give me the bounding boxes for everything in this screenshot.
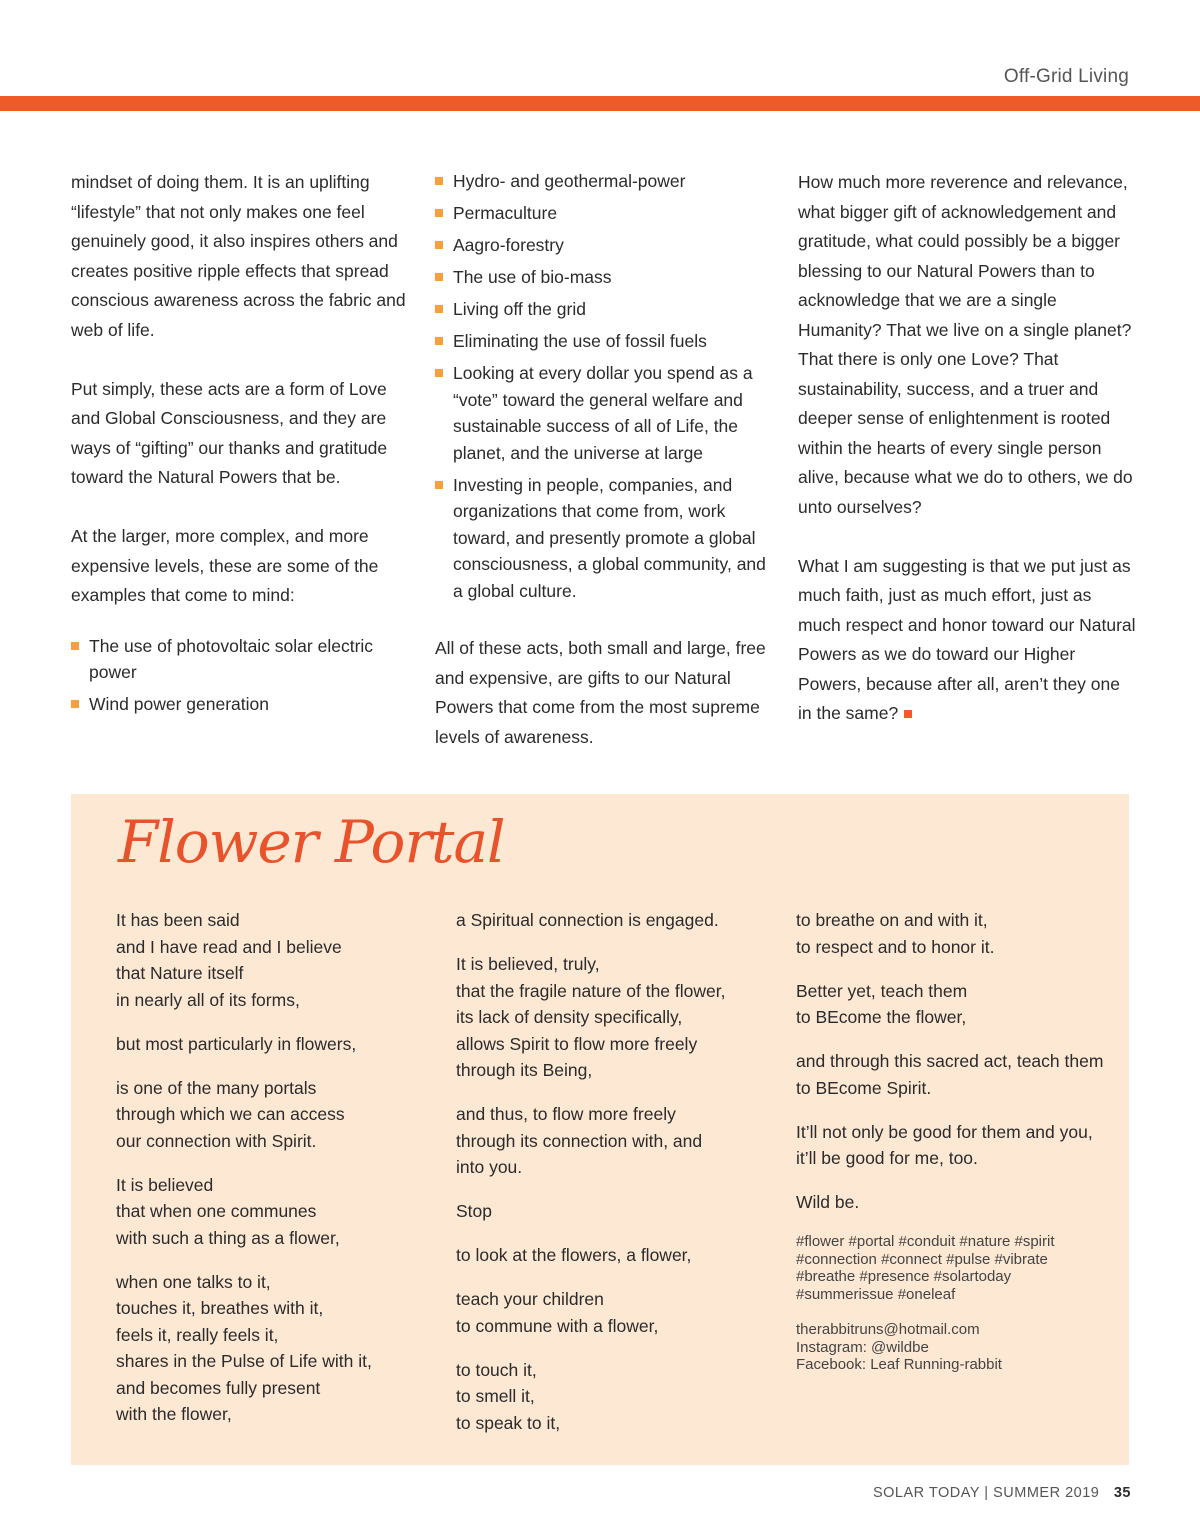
list-item-text: Wind power generation (89, 694, 269, 714)
paragraph: All of these acts, both small and large, free and expensive, are gifts to our Natural Powers that come from the most supreme levels of awareness. (435, 638, 766, 747)
list-item-text: Permaculture (453, 203, 558, 223)
poem-line: to look at the flowers, a flower, (456, 1245, 692, 1265)
poem-line: our connection with Spirit. (116, 1130, 317, 1151)
poem-line: and thus, to flow more freely (456, 1104, 676, 1124)
paragraph: mindset of doing them. It is an uplifting “lifestyle” that not only makes one feel genuinely good, it also inspires others and creates positive ripple effects that spread conscious awareness across the fabric and web of life. (71, 172, 406, 340)
poem-stanza (456, 1357, 776, 1437)
poem-line: that Nature itself (116, 963, 244, 983)
list-item-text: Investing in people, companies, and organizations that come from, work toward, and presently promote a global consciousness, a global community, and a global culture. (453, 474, 766, 601)
poem-line: into you. (456, 1157, 523, 1177)
bullet-square-icon (435, 241, 443, 249)
poem-line: that the fragile nature of the flower, (456, 980, 726, 1001)
poem-stanza (116, 1075, 426, 1155)
poem-line: allows Spirit to flow more freely (456, 1033, 698, 1054)
poem-line: that when one communes (116, 1201, 317, 1221)
contact-email: therabbitruns@hotmail.com (796, 1321, 980, 1338)
poem-line: Stop (456, 1201, 492, 1221)
page-number: 35 (1113, 1485, 1131, 1501)
poem-stanza (116, 907, 426, 1013)
poem-line: It is believed, truly, (456, 954, 600, 974)
bullet-square-icon (71, 700, 79, 708)
poem-line: through its Being, (456, 1060, 593, 1080)
poem-stanza (456, 1242, 776, 1269)
poem-line: a Spiritual connection is engaged. (456, 910, 719, 930)
poem-line: through which we can access (116, 1104, 345, 1124)
poem-line: to respect and to honor it. (796, 936, 995, 957)
poem-stanza (796, 1048, 1106, 1101)
poem-stanza (116, 1269, 426, 1428)
list-item (435, 264, 770, 291)
poem-line: Better yet, teach them (796, 980, 968, 1001)
poem-line: it’ll be good for me, too. (796, 1148, 978, 1168)
list-item (435, 328, 770, 355)
poem-line: shares in the Pulse of Life with it, (116, 1351, 372, 1371)
list-item (435, 360, 770, 466)
list-item (435, 296, 770, 323)
poem-line: in nearly all of its forms, (116, 989, 300, 1010)
bullet-square-icon (435, 273, 443, 281)
poem-stanza (796, 1119, 1106, 1172)
list-item-text: Living off the grid (453, 299, 586, 319)
paragraph-text: What I am suggesting is that we put just as much faith, just as much effort, just as much respect and honor toward our Natural Powers as we do toward our Higher Powers, because after all, aren’t they one in the same? (798, 555, 1136, 723)
hashtags: #flower #portal #conduit #nature #spirit #connection #connect #pulse #vibrate #breathe #presence #solartoday #summerissue #oneleaf (796, 1233, 1055, 1303)
list-item (435, 472, 770, 605)
poem-line: teach your children (456, 1289, 604, 1309)
bullet-square-icon (435, 369, 443, 377)
poem-stanza (456, 951, 776, 1084)
poem-line: touches it, breathes with it, (116, 1298, 324, 1318)
poem-column-1 (116, 907, 426, 1445)
poem-line: and becomes fully present (116, 1377, 321, 1398)
poem-line: It’ll not only be good for them and you, (796, 1121, 1093, 1142)
article-column-1 (71, 168, 406, 723)
poem-line: to commune with a flower, (456, 1315, 659, 1336)
list-item-text: The use of photovoltaic solar electric power (89, 635, 374, 682)
issue-date: SUMMER 2019 (993, 1485, 1100, 1501)
bullet-square-icon (435, 337, 443, 345)
page-footer (873, 1485, 1131, 1501)
publication-name: SOLAR TODAY (872, 1485, 980, 1501)
poem-line: It has been said (116, 910, 240, 930)
bullet-list (435, 168, 770, 604)
list-item-text: Looking at every dollar you spend as a “vote” toward the general welfare and sustainable success of all of Life, the planet, and the universe at large (453, 363, 753, 463)
poem-stanza (456, 1286, 776, 1339)
poem-line: with such a thing as a flower, (116, 1227, 340, 1248)
poem-line: to touch it, (456, 1359, 537, 1380)
list-item (435, 232, 770, 259)
list-item (435, 200, 770, 227)
bullet-list (71, 633, 406, 718)
poem-line: Wild be. (796, 1192, 860, 1212)
poem-title: Flower Portal (118, 808, 505, 876)
poem-line: but most particularly in flowers, (116, 1033, 357, 1054)
contact-facebook: Facebook: Leaf Running-rabbit (796, 1356, 1002, 1373)
poem-column-3 (796, 907, 1106, 1374)
poem-stanzas (796, 907, 1106, 1216)
section-label: Off-Grid Living (1003, 66, 1129, 87)
list-item-text: Aagro-forestry (453, 235, 564, 255)
poem-line: to BEcome Spirit. (796, 1077, 932, 1098)
poem-stanza (116, 1172, 426, 1252)
header-rule (0, 96, 1200, 111)
article-column-2 (435, 168, 770, 752)
poem-line: to smell it, (456, 1386, 535, 1406)
poem-stanza (456, 907, 776, 934)
poem-stanza (116, 1031, 426, 1058)
poem-line: when one talks to it, (116, 1271, 271, 1292)
paragraph (798, 552, 1138, 729)
poem-line: is one of the many portals (116, 1077, 317, 1098)
poem-line: its lack of density specifically, (456, 1007, 683, 1027)
contact-instagram: Instagram: @wildbe (796, 1338, 929, 1356)
poem-line: and through this sacred act, teach them (796, 1051, 1104, 1071)
poem-column-2 (456, 907, 776, 1454)
poem-line: to BEcome the flower, (796, 1007, 967, 1027)
poem-stanza (796, 907, 1106, 960)
poem-stanza (796, 1189, 1106, 1216)
end-mark-icon (904, 710, 912, 718)
list-item (71, 633, 406, 686)
poem-line: It is believed (116, 1174, 214, 1195)
footer-separator: | (984, 1485, 989, 1501)
list-item-text: The use of bio-mass (453, 267, 612, 287)
list-item-text: Eliminating the use of fossil fuels (453, 331, 707, 351)
list-item-text: Hydro- and geothermal-power (453, 171, 686, 191)
list-item (435, 168, 770, 195)
poem-line: to speak to it, (456, 1412, 561, 1433)
poem-line: feels it, really feels it, (116, 1324, 279, 1345)
paragraph: Put simply, these acts are a form of Love and Global Consciousness, and they are ways of “gifting” our thanks and gratitude toward the Natural Powers that be. (71, 378, 388, 487)
bullet-square-icon (71, 642, 79, 650)
poem-stanza (456, 1198, 776, 1225)
list-item (71, 691, 406, 718)
paragraph: How much more reverence and relevance, what bigger gift of acknowledgement and gratitude, what could possibly be a bigger blessing to our Natural Powers than to acknowledge that we are a single Humanity? That we live on a single planet? That there is only one Love? That sustainability, success, and a truer and deeper sense of enlightenment is rooted within the hearts of every single person alive, because what we do to others, we do unto ourselves? (798, 172, 1133, 517)
poem-stanza (456, 1101, 776, 1181)
bullet-square-icon (435, 177, 443, 185)
article-column-3 (798, 168, 1138, 729)
paragraph: At the larger, more complex, and more expensive levels, these are some of the examples that come to mind: (71, 526, 379, 605)
poem-line: with the flower, (116, 1404, 232, 1424)
contact-info (796, 1321, 1106, 1374)
poem-line: to breathe on and with it, (796, 910, 988, 930)
bullet-square-icon (435, 481, 443, 489)
bullet-square-icon (435, 305, 443, 313)
poem-line: and I have read and I believe (116, 936, 342, 957)
bullet-square-icon (435, 209, 443, 217)
poem-stanza (796, 978, 1106, 1031)
poem-line: through its connection with, and (456, 1130, 703, 1151)
